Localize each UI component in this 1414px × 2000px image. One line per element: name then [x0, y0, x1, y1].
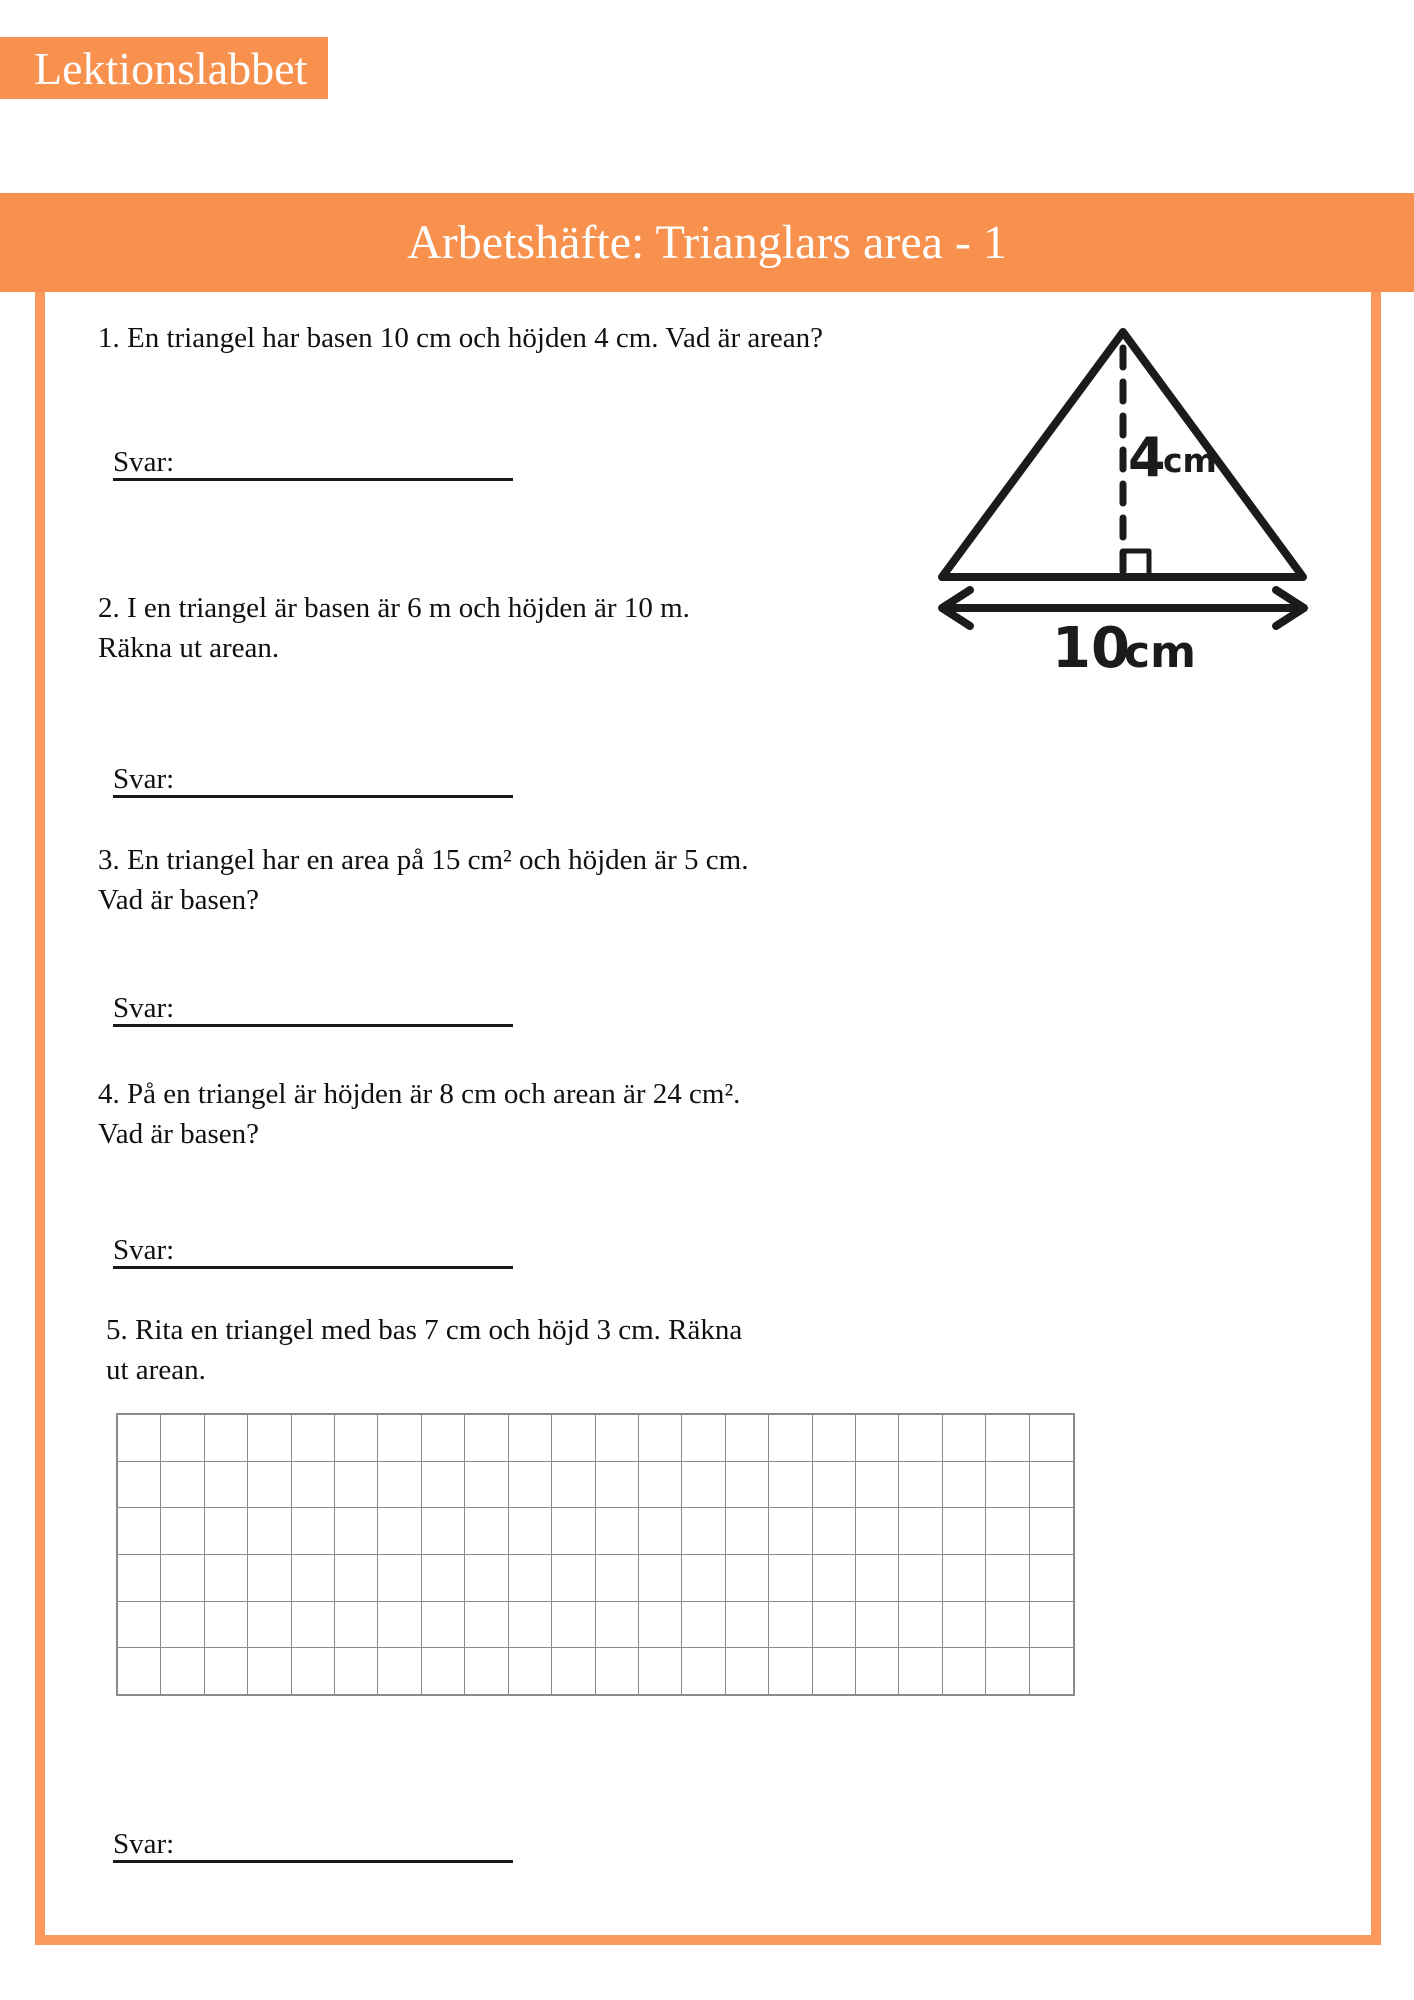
grid-cell: [769, 1555, 812, 1602]
grid-cell: [596, 1648, 639, 1694]
base-unit-label: cm: [1124, 627, 1196, 678]
height-unit-label: cm: [1163, 441, 1217, 480]
grid-cell: [682, 1462, 725, 1509]
grid-cell: [682, 1602, 725, 1649]
grid-cell: [986, 1602, 1029, 1649]
grid-cell: [161, 1462, 204, 1509]
answer-label-4: Svar:: [113, 1234, 175, 1266]
grid-cell: [335, 1415, 378, 1462]
grid-cell: [509, 1648, 552, 1694]
grid-cell: [856, 1602, 899, 1649]
grid-cell: [422, 1602, 465, 1649]
question-3-text: [98, 840, 748, 920]
grid-cell: [856, 1648, 899, 1694]
grid-cell: [1030, 1462, 1073, 1509]
grid-cell: [161, 1648, 204, 1694]
grid-cell: [335, 1555, 378, 1602]
grid-cell: [899, 1648, 942, 1694]
grid-cell: [552, 1508, 595, 1555]
grid-cell: [682, 1508, 725, 1555]
grid-cell: [639, 1508, 682, 1555]
page-border-right: [1371, 292, 1381, 1945]
grid-cell: [596, 1602, 639, 1649]
height-value-label: 4: [1128, 426, 1166, 489]
question-5-text: [106, 1310, 742, 1390]
grid-cell: [335, 1602, 378, 1649]
grid-cell: [639, 1648, 682, 1694]
grid-cell: [509, 1462, 552, 1509]
grid-cell: [596, 1462, 639, 1509]
grid-cell: [726, 1508, 769, 1555]
grid-cell: [378, 1602, 421, 1649]
grid-cell: [378, 1462, 421, 1509]
question-4-text: [98, 1074, 740, 1154]
question-2-text: [98, 588, 690, 668]
question-4-line-1: 4. På en triangel är höjden är 8 cm och arean är 24 cm².: [98, 1078, 741, 1110]
grid-cell: [465, 1555, 508, 1602]
grid-cell: [1030, 1415, 1073, 1462]
grid-cell: [422, 1555, 465, 1602]
grid-cell: [205, 1462, 248, 1509]
answer-line-2: [113, 757, 513, 798]
grid-cell: [248, 1602, 291, 1649]
answer-label-5: Svar:: [113, 1828, 175, 1860]
grid-cell: [682, 1415, 725, 1462]
grid-cell: [899, 1462, 942, 1509]
answer-label-1: Svar:: [113, 446, 175, 478]
grid-cell: [292, 1415, 335, 1462]
answer-label-2: Svar:: [113, 763, 175, 795]
grid-cell: [943, 1602, 986, 1649]
question-2-line-2: Räkna ut arean.: [98, 632, 280, 664]
grid-cell: [813, 1415, 856, 1462]
grid-cell: [422, 1415, 465, 1462]
grid-cell: [422, 1508, 465, 1555]
grid-cell: [943, 1508, 986, 1555]
grid-cell: [205, 1602, 248, 1649]
grid-cell: [161, 1508, 204, 1555]
grid-cell: [813, 1648, 856, 1694]
question-3-line-2: Vad är basen?: [98, 884, 260, 916]
grid-cell: [769, 1415, 812, 1462]
grid-cell: [639, 1602, 682, 1649]
grid-cell: [856, 1555, 899, 1602]
grid-cell: [682, 1648, 725, 1694]
page-border-bottom: [35, 1935, 1381, 1945]
grid-cell: [378, 1555, 421, 1602]
grid-cell: [465, 1415, 508, 1462]
grid-cell: [161, 1602, 204, 1649]
grid-cell: [509, 1555, 552, 1602]
logo-banner: [0, 37, 328, 99]
question-1-line-1: 1. En triangel har basen 10 cm och höjden 4 cm. Vad är arean?: [98, 322, 823, 354]
triangle-diagram: [900, 300, 1340, 680]
grid-cell: [118, 1555, 161, 1602]
grid-cell: [118, 1462, 161, 1509]
grid-cell: [986, 1555, 1029, 1602]
grid-cell: [1030, 1602, 1073, 1649]
grid-cell: [292, 1462, 335, 1509]
grid-cell: [769, 1508, 812, 1555]
grid-cell: [248, 1648, 291, 1694]
drawing-grid: [116, 1413, 1075, 1696]
question-4-line-2: Vad är basen?: [98, 1118, 260, 1150]
grid-cell: [292, 1648, 335, 1694]
grid-cell: [1030, 1508, 1073, 1555]
grid-cell: [986, 1648, 1029, 1694]
grid-cell: [552, 1602, 595, 1649]
grid-cell: [118, 1648, 161, 1694]
grid-cell: [726, 1415, 769, 1462]
grid-cell: [813, 1602, 856, 1649]
worksheet-header: [0, 193, 1414, 292]
grid-cell: [813, 1462, 856, 1509]
grid-cell: [335, 1648, 378, 1694]
grid-cell: [248, 1462, 291, 1509]
grid-cell: [205, 1415, 248, 1462]
grid-cell: [856, 1462, 899, 1509]
grid-cell: [813, 1508, 856, 1555]
grid-cell: [899, 1555, 942, 1602]
grid-cell: [986, 1415, 1029, 1462]
grid-cell: [1030, 1648, 1073, 1694]
grid-cell: [378, 1415, 421, 1462]
grid-cell: [292, 1555, 335, 1602]
grid-cell: [596, 1555, 639, 1602]
grid-cell: [856, 1415, 899, 1462]
grid-cell: [943, 1555, 986, 1602]
question-3-line-1: 3. En triangel har en area på 15 cm² och höjden är 5 cm.: [98, 844, 749, 876]
grid-cell: [292, 1602, 335, 1649]
grid-cell: [465, 1462, 508, 1509]
page-border-left: [35, 292, 45, 1945]
grid-cell: [205, 1555, 248, 1602]
grid-cell: [856, 1508, 899, 1555]
grid-cell: [509, 1508, 552, 1555]
grid-cell: [769, 1602, 812, 1649]
grid-cell: [639, 1555, 682, 1602]
grid-cell: [292, 1508, 335, 1555]
grid-cell: [639, 1462, 682, 1509]
grid-cell: [639, 1415, 682, 1462]
page-title: Arbetshäfte: Trianglars area - 1: [407, 216, 1007, 269]
grid-cell: [205, 1508, 248, 1555]
grid-cell: [899, 1602, 942, 1649]
logo-text: Lektionslabbet: [34, 42, 308, 94]
grid-cell: [509, 1415, 552, 1462]
grid-cell: [378, 1508, 421, 1555]
grid-cell: [465, 1602, 508, 1649]
grid-cell: [335, 1508, 378, 1555]
grid-cell: [118, 1508, 161, 1555]
grid-cell: [726, 1555, 769, 1602]
answer-line-4: [113, 1228, 513, 1269]
grid-cell: [465, 1648, 508, 1694]
grid-cell: [378, 1648, 421, 1694]
grid-cell: [248, 1415, 291, 1462]
grid-cell: [552, 1555, 595, 1602]
grid-cell: [161, 1415, 204, 1462]
grid-cell: [726, 1462, 769, 1509]
answer-line-5: [113, 1822, 513, 1863]
grid-cell: [769, 1462, 812, 1509]
grid-cell: [118, 1415, 161, 1462]
question-2-line-1: 2. I en triangel är basen är 6 m och höjden är 10 m.: [98, 592, 690, 624]
grid-cell: [899, 1415, 942, 1462]
grid-cell: [161, 1555, 204, 1602]
question-5-line-1: 5. Rita en triangel med bas 7 cm och höjd 3 cm. Räkna: [106, 1314, 743, 1346]
grid-cell: [596, 1415, 639, 1462]
grid-cell: [422, 1462, 465, 1509]
question-1-text: [98, 318, 823, 358]
grid-cell: [552, 1462, 595, 1509]
grid-cell: [335, 1462, 378, 1509]
grid-cell: [986, 1508, 1029, 1555]
grid-cell: [596, 1508, 639, 1555]
grid-cell: [726, 1648, 769, 1694]
base-value-label: 10: [1052, 616, 1130, 680]
grid-cell: [248, 1508, 291, 1555]
grid-cell: [682, 1555, 725, 1602]
grid-cell: [509, 1602, 552, 1649]
answer-line-3: [113, 986, 513, 1027]
grid-cell: [465, 1508, 508, 1555]
grid-cell: [205, 1648, 248, 1694]
answer-line-1: [113, 440, 513, 481]
grid-cell: [943, 1462, 986, 1509]
grid-cell: [422, 1648, 465, 1694]
grid-cell: [552, 1415, 595, 1462]
grid-cell: [943, 1415, 986, 1462]
grid-cell: [248, 1555, 291, 1602]
grid-cell: [943, 1648, 986, 1694]
grid-cell: [986, 1462, 1029, 1509]
grid-cell: [552, 1648, 595, 1694]
grid-cell: [726, 1602, 769, 1649]
answer-label-3: Svar:: [113, 992, 175, 1024]
grid-cell: [899, 1508, 942, 1555]
grid-cell: [769, 1648, 812, 1694]
question-5-line-2: ut arean.: [106, 1354, 206, 1386]
grid-cell: [118, 1602, 161, 1649]
grid-cell: [1030, 1555, 1073, 1602]
grid-cell: [813, 1555, 856, 1602]
